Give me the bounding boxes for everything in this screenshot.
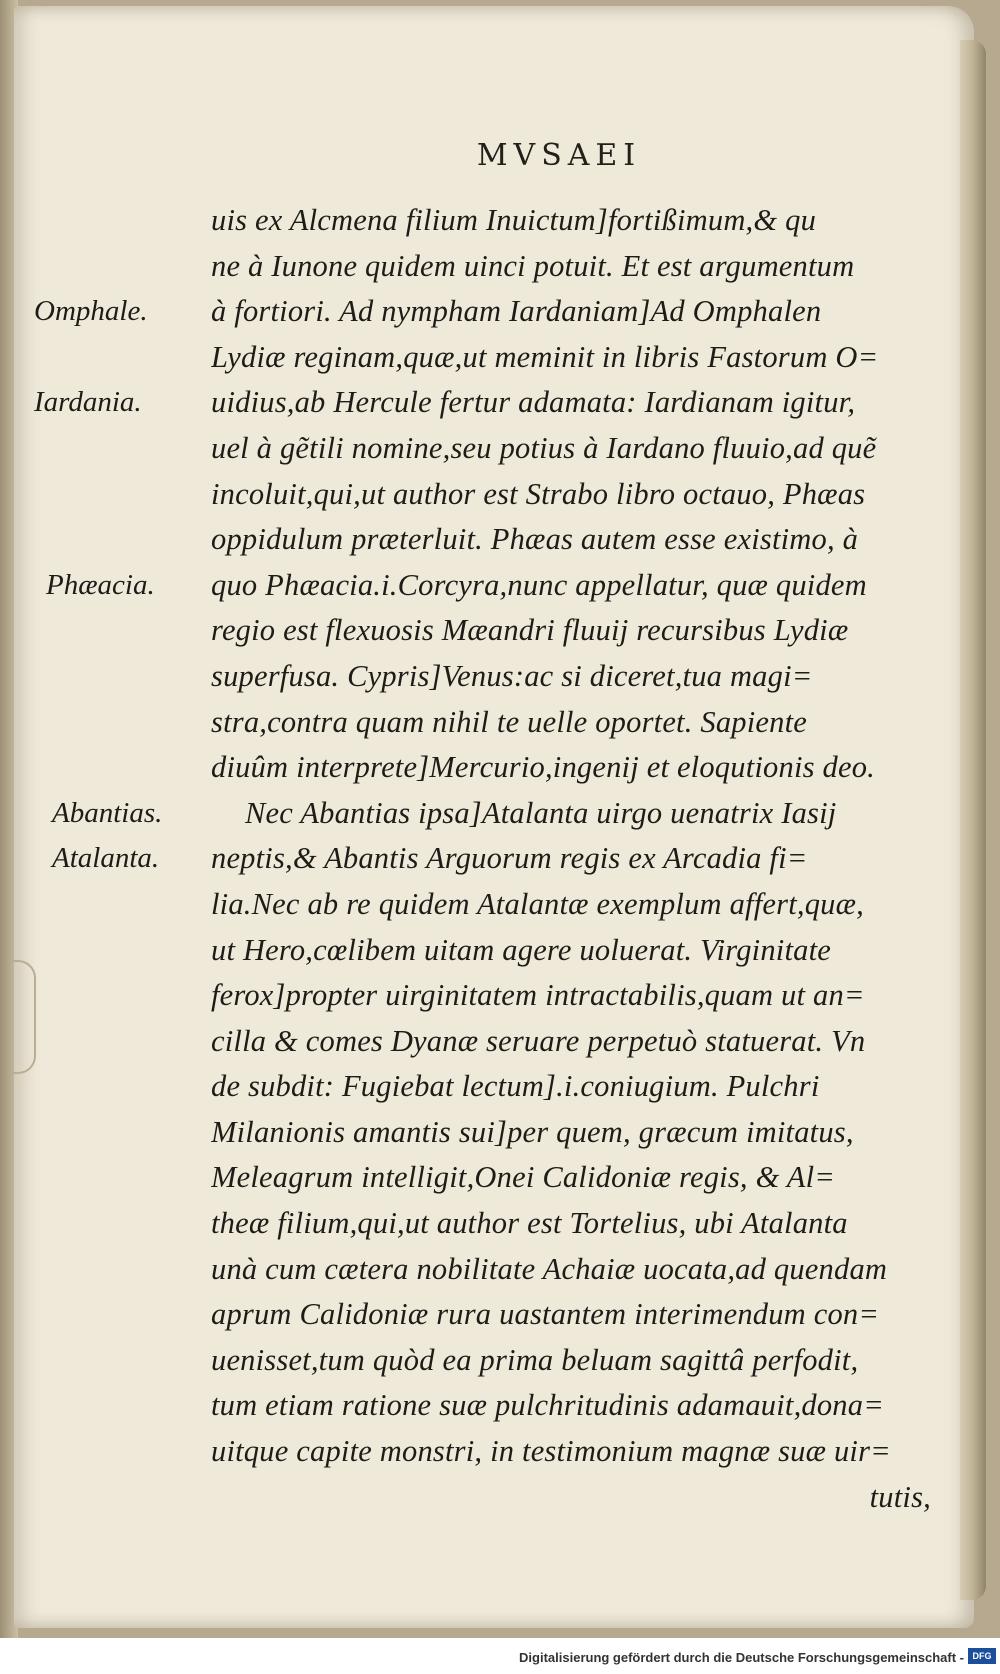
text-line: stra,contra quam nihil te uelle oportet. Sapiente [211, 704, 808, 739]
page-fore-edge [960, 40, 986, 1600]
text-line: cilla & comes Dyanæ seruare perpetuò statuerat. Vn [211, 1023, 866, 1058]
clasp-mark [10, 960, 36, 1074]
marginal-note: Abantias. [52, 796, 163, 829]
dfg-logo: DFG [968, 1648, 996, 1664]
text-line: uitque capite monstri, in testimonium magnæ suæ uir= [211, 1434, 891, 1469]
text-line: quo Phæacia.i.Corcyra,nunc appellatur, quæ quidem [211, 567, 867, 602]
text-line: uel à gẽtili nomine,seu potius à Iardano fluuio,ad quẽ [211, 430, 877, 465]
text-line: Meleagrum intelligit,Onei Calidoniæ regis, & Al= [211, 1160, 836, 1195]
text-line: à fortiori. Ad nympham Iardaniam]Ad Omphalen [211, 294, 822, 329]
funding-credit: Digitalisierung gefördert durch die Deutsche Forschungsgemeinschaft - [519, 1650, 964, 1665]
text-line: Milanionis amantis sui]per quem, græcum imitatus, [211, 1114, 854, 1149]
text-line: uis ex Alcmena filium Inuictum]fortißimum,& qu [211, 203, 817, 237]
text-line: de subdit: Fugiebat lectum].i.coniugium. Pulchri [211, 1069, 820, 1104]
marginal-note: Atalanta. [52, 842, 160, 875]
text-line: neptis,& Abantis Arguorum regis ex Arcadia fi= [211, 841, 808, 876]
marginal-note: Omphale. [34, 295, 148, 328]
text-line: uidius,ab Hercule fertur adamata: Iardianam igitur, [211, 385, 856, 420]
book-page [14, 6, 974, 1628]
text-line: superfusa. Cypris]Venus:ac si diceret,tua magi= [211, 658, 813, 693]
marginal-note: Iardania. [34, 386, 142, 419]
running-head: MVSAEI [476, 138, 642, 173]
text-line: lia.Nec ab re quidem Atalantæ exemplum affert,quæ, [211, 886, 864, 921]
text-line: ut Hero,cœlibem uitam agere uoluerat. Virginitate [211, 932, 831, 967]
text-line: uenisset,tum quòd ea prima beluam sagittâ perfodit, [211, 1342, 859, 1377]
text-line: Nec Abantias ipsa]Atalanta uirgo uenatrix Iasij [245, 795, 837, 830]
text-line: Lydiæ reginam,quæ,ut meminit in libris Fastorum O= [211, 339, 879, 374]
body-text [211, 198, 931, 1520]
text-line: regio est flexuosis Mæandri fluuij recursibus Lydiæ [211, 613, 849, 648]
text-line: aprum Calidoniæ rura uastantem interimendum con= [211, 1297, 880, 1332]
text-line: diuûm interprete]Mercurio,ingenij et eloqutionis deo. [211, 750, 875, 785]
text-line: unà cum cætera nobilitate Achaiæ uocata,ad quendam [211, 1251, 888, 1286]
text-line: tum etiam ratione suæ pulchritudinis adamauit,dona= [211, 1388, 884, 1423]
text-line: incoluit,qui,ut author est Strabo libro octauo, Phæas [211, 476, 866, 511]
text-line: ne à Iunone quidem uinci potuit. Et est argumentum [211, 248, 855, 283]
marginal-note: Phæacia. [46, 568, 155, 601]
text-line: tutis, [869, 1479, 931, 1514]
text-line: ferox]propter uirginitatem intractabilis,quam ut an= [211, 978, 865, 1013]
digitization-footer [0, 1640, 1000, 1674]
text-line: oppidulum præterluit. Phæas autem esse existimo, à [211, 522, 859, 557]
text-line: theæ filium,qui,ut author est Tortelius, ubi Atalanta [211, 1206, 848, 1241]
